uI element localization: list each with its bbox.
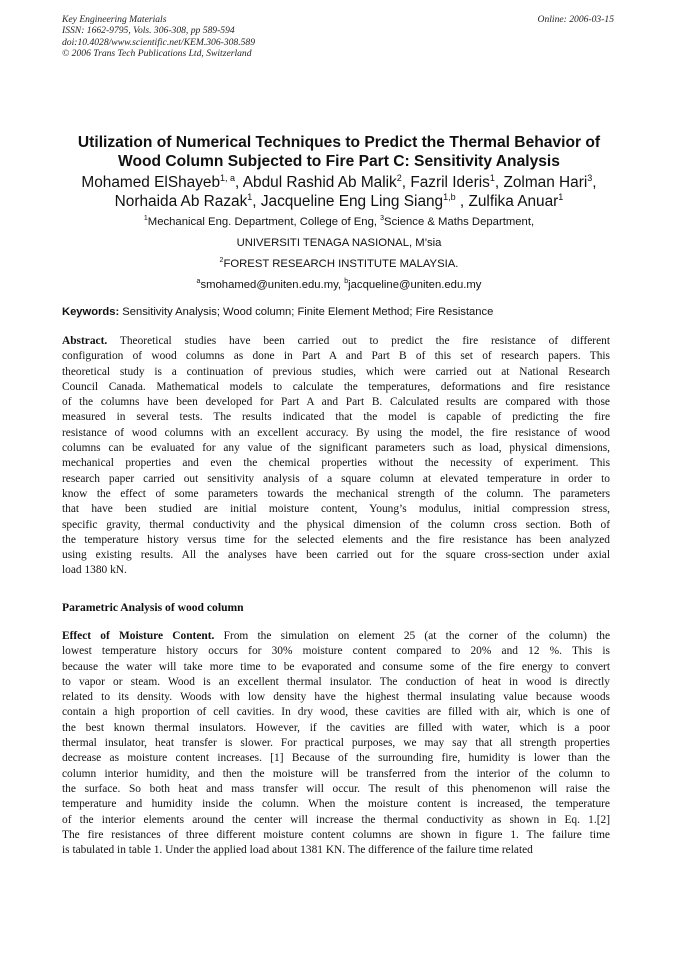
text-line (62, 644, 610, 659)
journal-metadata (62, 14, 255, 60)
affiliation-marker: 3 (380, 215, 385, 223)
author-affiliation-marker: 1 (247, 191, 253, 202)
line-text: columns can be evaluated for any value of the significant parameters such as load, physical dimensions, (62, 442, 610, 455)
affiliation-marker: 2 (219, 257, 224, 265)
text-line (62, 548, 610, 563)
text-line (62, 365, 610, 380)
author-affiliation-marker: 1, a (220, 172, 236, 183)
text-line (62, 487, 610, 502)
paragraph-lead-label: Effect of Moisture Content. (62, 630, 215, 642)
line-text: contain a high proportion of cell cavities. In dry wood, these cavities are filled with air, which is one of (62, 706, 610, 719)
text-line (62, 441, 610, 456)
text-line (62, 690, 610, 705)
line-text: using existing results. All the analyses have been carried out for the square cross-section under axial (62, 549, 610, 562)
author-name: Jacqueline Eng Ling Siang (260, 193, 444, 210)
author-line-1: Mohamed ElShayeb$^{1, a}$, Abdul Rashid Ab Malik$^2$, Fazril Ideris$^1$, Zolman Hari$^3$, (81, 172, 597, 191)
line-text: Council Canada. Mathematical models to calculate the temperatures, deformations and fire resistance (62, 380, 610, 393)
text-line (62, 705, 610, 720)
affiliation-text: Mechanical Eng. Department, College of Eng, (147, 216, 381, 228)
line-text: because the water will take more time to be evaporated and consume some of the fire energy to convert (62, 660, 610, 673)
text-line (62, 563, 610, 578)
author-name: Norhaida Ab Razak (114, 193, 248, 210)
keywords-line (62, 306, 622, 318)
text-line (62, 334, 610, 349)
email-line (40, 277, 638, 295)
line-text: The fire resistances of three different moisture content columns are shown in figure 1. The failure time (62, 828, 610, 841)
line-text: temperature and humidity inside the column. When the moisture content is increased, the temperature (62, 798, 610, 811)
line-text: measured in several tests. The results indicated that the model is capable of predicting the fire (62, 411, 610, 424)
online-date: Online: 2006-03-15 (537, 14, 614, 25)
author-name: Fazril Ideris (410, 174, 490, 191)
author-line-2: Norhaida Ab Razak$^1$, Jacqueline Eng Ling Siang$^{1,b}$ , Zulfika Anuar$^1$ (114, 191, 564, 210)
abstract-paragraph (62, 334, 610, 579)
text-line (62, 828, 610, 843)
paragraph-lead-label: Abstract. (62, 335, 108, 347)
text-line (62, 782, 610, 797)
line-text: resistance of wood columns with an excellent accuracy. By using the model, the fire resistance of wood (62, 426, 610, 439)
text-line (62, 797, 610, 812)
email-address[interactable]: jacqueline@uniten.edu.my (348, 279, 482, 291)
copyright-line: © 2006 Trans Tech Publications Ltd, Switzerland (62, 48, 252, 60)
line-text: column interior humidity, and then the moisture will be transferred from the interior of the column to (62, 767, 610, 780)
email-marker: a (196, 278, 201, 286)
text-line (62, 660, 610, 675)
email-address[interactable]: smohamed@uniten.edu.my, (200, 279, 345, 291)
affiliation-line-1 (40, 214, 638, 232)
issn-line: ISSN: 1662-9795, Vols. 306-308, pp 589-594 (62, 25, 235, 37)
author-affiliation-marker: 1 (558, 191, 564, 202)
affiliation-line-2: UNIVERSITI TENAGA NASIONAL, M’sia (236, 237, 442, 249)
line-text: of the columns have been developed for Part A and Part B. Calculated results are compared with those (62, 396, 610, 409)
author-name: Mohamed ElShayeb (81, 174, 221, 191)
line-text: lowest temperature history occurs for 30% moisture content compared to 20% and 12 %. This is (62, 645, 610, 658)
line-text: of the interior elements around the center will increase the thermal conductivity as shown in Eq. 1.[2] (62, 813, 610, 826)
affiliation-text: Science & Maths Department, (384, 216, 535, 228)
line-text: specific gravity, thermal conductivity and the physical dimension of the column cross section. Both of (62, 518, 610, 531)
affiliation-line-3 (40, 256, 638, 274)
line-text: is tabulated in table 1. Under the applied load about 1381 KN. The difference of the failure time related (62, 844, 533, 857)
author-list (40, 173, 638, 211)
text-line (62, 518, 610, 533)
line-text: thermal insulator, heat transfer is slower. For practical purposes, we may say that all strength properties (62, 737, 610, 750)
text-line (62, 533, 610, 548)
title-line-1: Utilization of Numerical Techniques to Predict the Thermal Behavior of (77, 134, 601, 151)
text-line (62, 410, 610, 425)
text-line (62, 767, 610, 782)
line-text: to vapor or steam. Wood is an excellent thermal insulator. The conduction of heat in wood is directly (62, 675, 610, 688)
author-affiliation-marker: 1,b (443, 191, 456, 202)
text-line (62, 426, 610, 441)
text-line (62, 736, 610, 751)
author-affiliation-marker: 2 (396, 172, 402, 183)
line-text: theoretical study is a continuation of previous studies, which were carried out at National Research (62, 365, 610, 378)
text-line (62, 502, 610, 517)
text-line (62, 675, 610, 690)
keywords-text: Sensitivity Analysis; Wood column; Finite Element Method; Fire Resistance (119, 306, 494, 318)
text-line (62, 472, 610, 487)
line-text: decrease as moisture content increases. [1] Because of the surrounding fire, humidity is lower than the (62, 752, 610, 765)
author-name: Zolman Hari (503, 174, 588, 191)
line-text: the temperature history versus time for the selected elements and the fire resistance has been analyzed (62, 533, 610, 546)
line-text: load 1380 kN. (62, 564, 127, 577)
author-name: Abdul Rashid Ab Malik (242, 174, 397, 191)
email-marker: b (344, 278, 349, 286)
text-line (62, 349, 610, 364)
text-line (62, 751, 610, 766)
affiliation-text: FOREST RESEARCH INSTITUTE MALAYSIA. (223, 258, 459, 270)
line-text: the surface. So both heat and mass transfer will occur. The result of this phenomenon will raise the (62, 782, 610, 795)
line-text: mechanical properties and even the chemical properties without the necessity of experiment. This (62, 457, 610, 470)
line-text: related to its density. Woods with low density have the highest thermal insulating value because woods (62, 691, 610, 704)
keywords-label: Keywords: (62, 306, 120, 318)
author-affiliation-marker: 3 (587, 172, 593, 183)
doi-line: doi:10.4028/www.scientific.net/KEM.306-308.589 (62, 36, 256, 48)
text-line (62, 380, 610, 395)
text-line (62, 456, 610, 471)
line-text: From the simulation on element 25 (at the corner of the column) the (214, 630, 611, 642)
line-text: research paper carried out sensitivity analysis of a square column at elevated temperature in order to (62, 472, 610, 485)
line-text: configuration of wood columns as done in Part A and Part B of this set of research papers. This (62, 350, 610, 363)
section-heading: Parametric Analysis of wood column (62, 601, 244, 614)
line-text: Theoretical studies have been carried out to predict the fire resistance of different (107, 335, 610, 347)
paper-title (40, 133, 638, 171)
text-line (62, 395, 610, 410)
text-line (62, 629, 610, 644)
title-line-2: Wood Column Subjected to Fire Part C: Sensitivity Analysis (118, 153, 560, 170)
text-line (62, 843, 610, 858)
author-name: Zulfika Anuar (468, 193, 559, 210)
journal-name: Key Engineering Materials (62, 14, 167, 25)
affiliation-marker: 1 (143, 215, 148, 223)
line-text: the best known thermal insulators. However, if the cavities are filled with water, which is a poor (62, 721, 610, 734)
text-line (62, 721, 610, 736)
moisture-paragraph (62, 629, 610, 858)
text-line (62, 813, 610, 828)
author-affiliation-marker: 1 (489, 172, 495, 183)
line-text: know the effect of some parameters towards the mechanical strength of the column. The parameters (62, 487, 610, 500)
line-text: that have been studied are initial moisture content, Young’s modulus, initial compression stress, (62, 503, 610, 516)
